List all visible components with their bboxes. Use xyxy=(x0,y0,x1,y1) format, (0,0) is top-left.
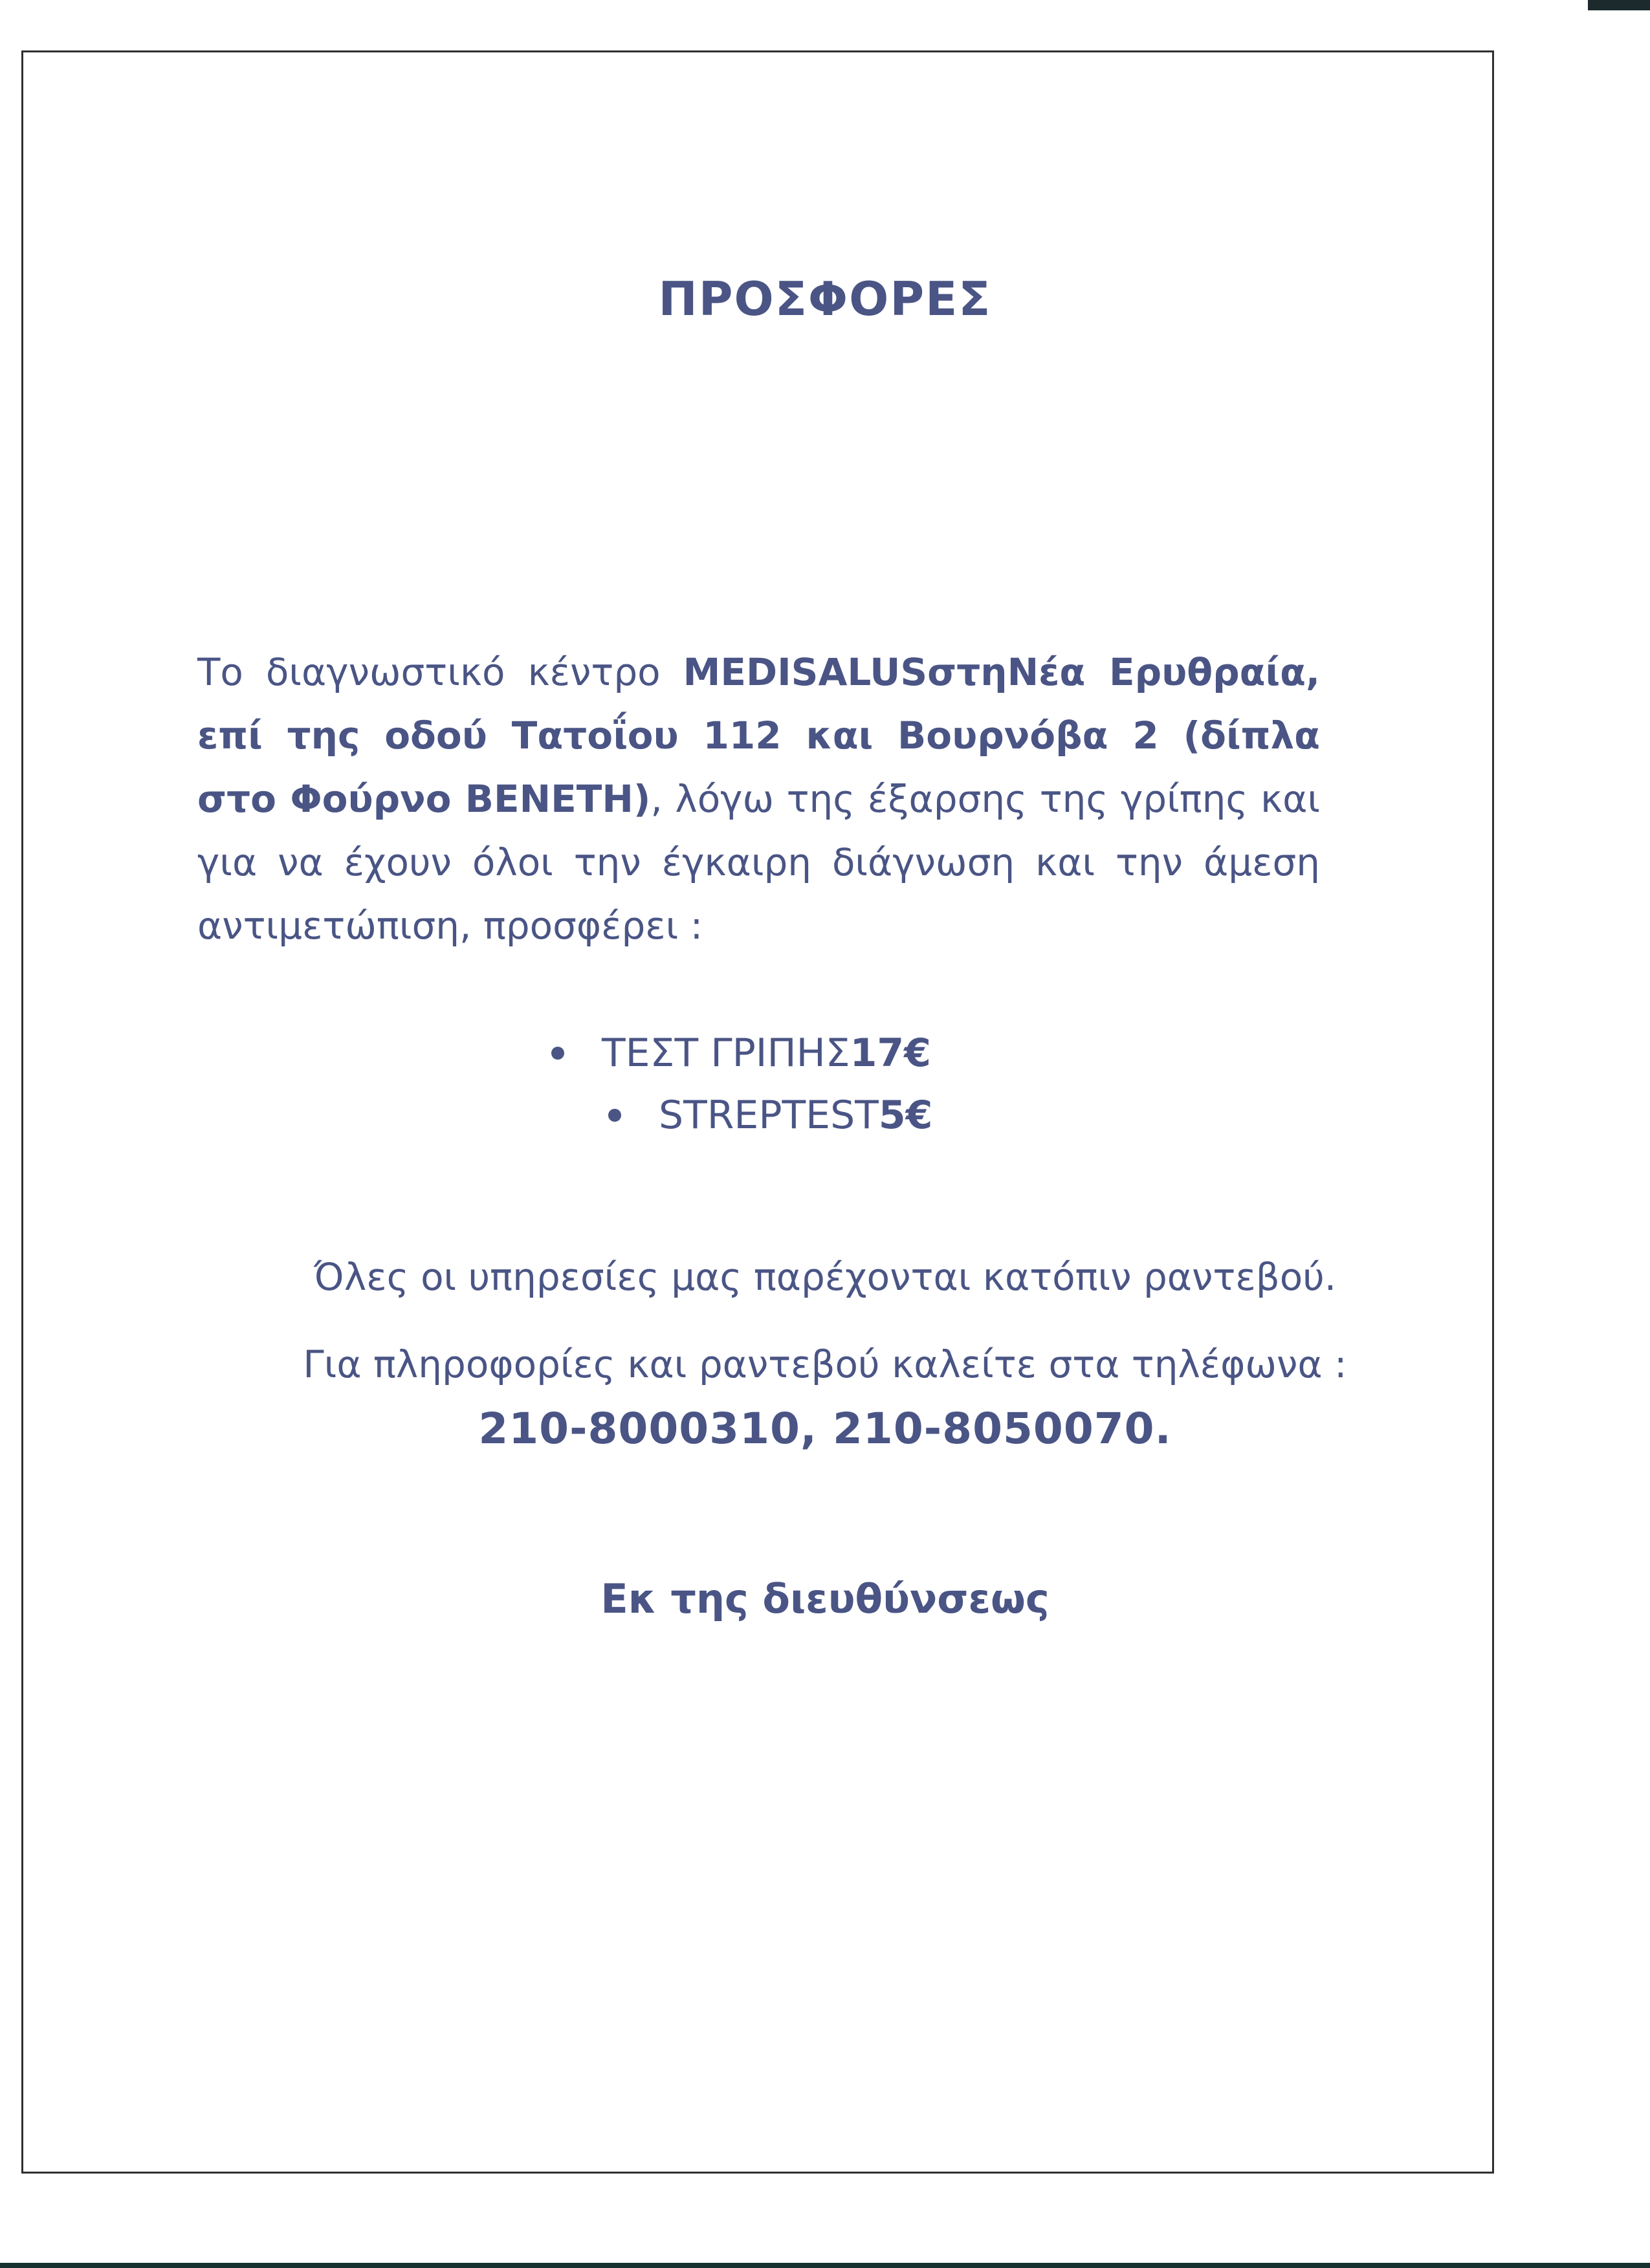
bullet-icon xyxy=(608,1109,621,1122)
appointment-notice: Όλες οι υπηρεσίες μας παρέχονται κατόπιν ραντεβού. xyxy=(313,1255,1337,1299)
phone-numbers: 210-8000310, 210-8050070. xyxy=(478,1404,1172,1454)
offer-name: STREPTEST xyxy=(659,1093,879,1138)
bullet-icon xyxy=(551,1047,564,1060)
offer-name: ΤΕΣΤ ΓΡΙΠΗΣ xyxy=(602,1030,850,1076)
scan-edge-bottom xyxy=(0,2263,1650,2268)
offers-list xyxy=(0,1022,1650,1146)
intro-prefix: Το διαγνωστικό κέντρο xyxy=(197,650,683,694)
center-name-address: MEDISALUSστηΝέα Ερυθραία, επί της οδού Τατοΐου 112 και Βουρνόβα 2 (δίπλα στο Φούρνο BENETH) xyxy=(197,650,1320,821)
contact-info: Για πληροφορίες και ραντεβού καλείτε στα τηλέφωνα : xyxy=(303,1342,1347,1386)
offer-price: 5€ xyxy=(878,1093,933,1138)
intro-paragraph xyxy=(197,640,1320,957)
document-title: ΠΡΟΣΦΟΡΕΣ xyxy=(658,272,992,326)
intro-suffix: , λόγω της έξαρσης της γρίπης και για να έχουν όλοι την έγκαιρη διάγνωση και την άμεση αντιμετώπιση, προσφέρει : xyxy=(197,777,1320,948)
scan-edge-shadow xyxy=(1588,0,1650,10)
offer-price: 17€ xyxy=(850,1030,931,1076)
list-item xyxy=(0,1022,1650,1084)
list-item xyxy=(0,1084,1650,1146)
signature: Εκ της διευθύνσεως xyxy=(600,1575,1050,1622)
